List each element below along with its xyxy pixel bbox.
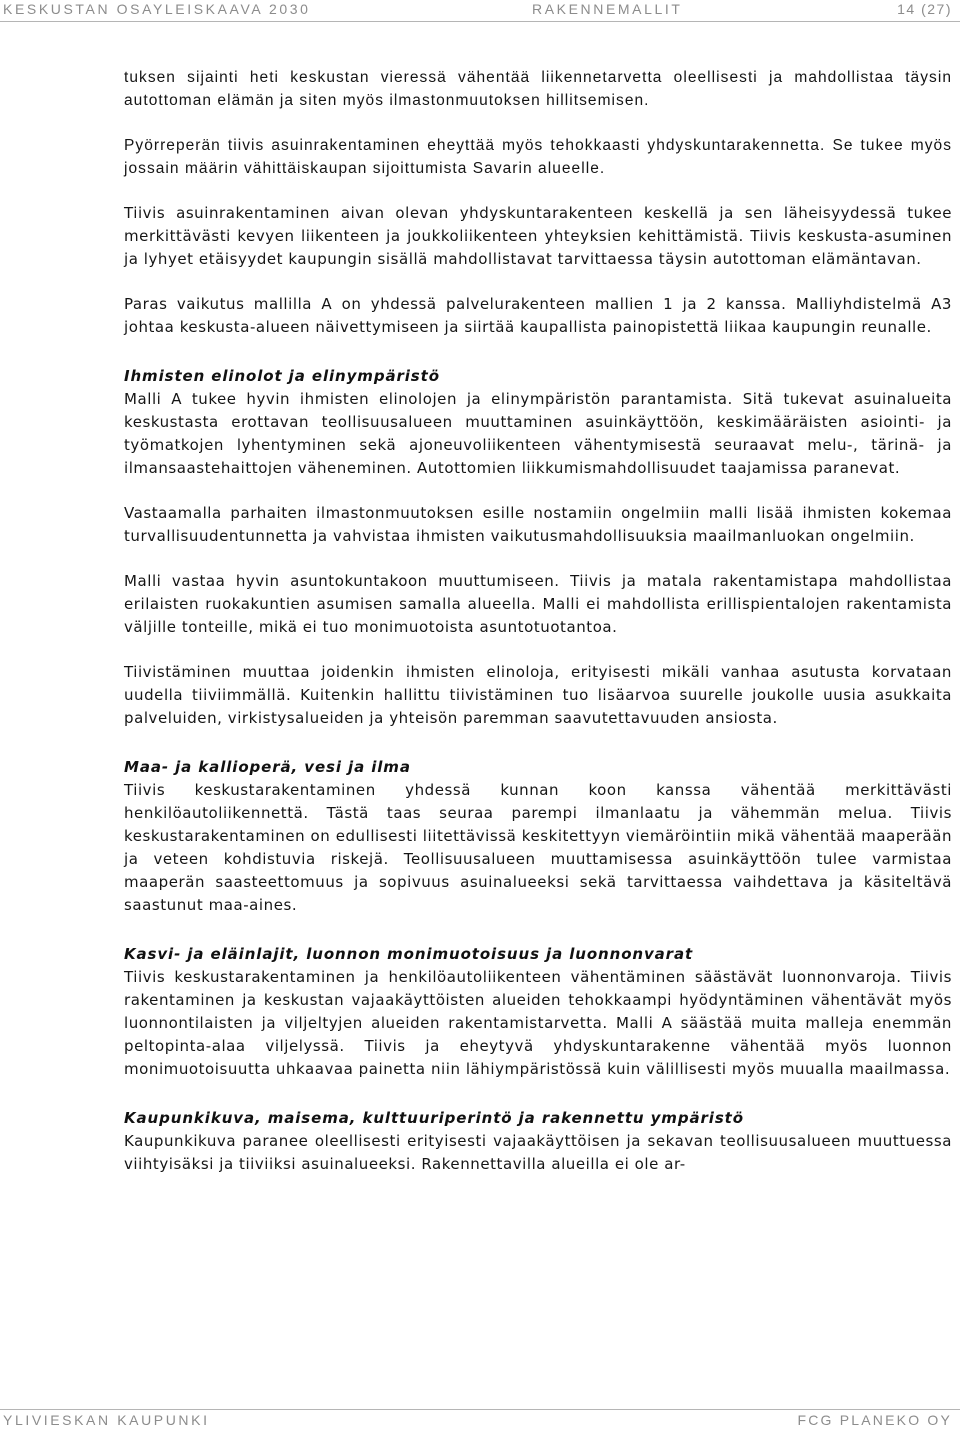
chapter-title: RAKENNEMALLIT	[532, 1, 683, 17]
body-paragraph: Vastaamalla parhaiten ilmastonmuutoksen esille nostamiin ongelmiin malli lisää ihmisten kokemaa turvallisuudentunnetta ja vahvistaa ihmisten vaikutusmahdollisuuksia maailmanluokan ongelmiin.	[124, 504, 952, 545]
document-title: KESKUSTAN OSAYLEISKAAVA 2030	[3, 1, 311, 17]
body-paragraph: Pyörreperän tiivis asuinrakentaminen eheyttää myös tehokkaasti yhdyskuntarakennetta. Se tukee myös jossain määrin vähittäiskaupan sijoittumista Savarin alueelle.	[124, 137, 952, 177]
page-number: 14 (27)	[897, 1, 952, 17]
section-biodiversity	[124, 943, 952, 1081]
body-paragraph: Tiivis keskustarakentaminen yhdessä kunnan koon kanssa vähentää merkittävästi henkilöautoliikennettä. Tästä taas seuraa parempi ilmanlaatu ja vähemmän melua. Tiivis keskustarakentaminen on edullisesti liitettävissä keskitettyyn viemäröintiin mikä vähentää maaperään ja veteen kohdistuvia riskejä. Teollisuusalueen muuttamisessa asuinkäyttöön tulee varmistaa maaperän saasteettomuus ja sopivuus asuinalueeksi sekä tarvittaessa vaihdettava ja käsiteltävä saastunut maa-aines.	[124, 781, 952, 914]
footer-divider	[0, 1409, 960, 1410]
body-paragraph: Tiivis keskustarakentaminen ja henkilöautoliikenteen vähentäminen säästävät luonnonvaroja. Tiivis rakentaminen ja keskustan vajaakäyttöisten alueiden tehokkaampi hyödyntäminen vähentävät myös luonnontilaisten ja viljeltyjen alueiden rakentamistarvetta. Malli A säästää muita malleja enemmän peltopinta-alaa viljelyssä. Tiivis ja eheytyvä yhdyskuntarakenne vähentää myös luonnon monimuotoisuutta uhkaavaa painetta niin lähiympäristössä kuin välillisesti myös muualla maailmassa.	[124, 968, 952, 1078]
footer-organization: YLIVIESKAN KAUPUNKI	[3, 1412, 210, 1428]
section-heading: Kasvi- ja eläinlajit, luonnon monimuotoisuus ja luonnonvarat	[124, 945, 694, 963]
header-divider	[0, 21, 960, 22]
section-townscape	[124, 1107, 952, 1176]
body-paragraph: Malli vastaa hyvin asuntokuntakoon muuttumiseen. Tiivis ja matala rakentamistapa mahdollistaa erilaisten ruokakuntien asumisen samalla alueella. Malli ei mahdollista erillispientalojen rakentamista väljille tonteille, mikä ei tuo monimuotoista asuntotuotantoa.	[124, 572, 952, 636]
section-heading: Kaupunkikuva, maisema, kulttuuriperintö ja rakennettu ympäristö	[124, 1109, 744, 1127]
body-paragraph: tuksen sijainti heti keskustan vieressä vähentää liikennetarvetta oleellisesti ja mahdollistaa täysin autottoman elämän ja siten myös ilmastonmuutoksen hillitsemisen.	[124, 69, 952, 109]
body-paragraph: Tiivistäminen muuttaa joidenkin ihmisten elinoloja, erityisesti mikäli vanhaa asutusta korvataan uudella tiiviimmällä. Kuitenkin hallittu tiivistäminen tuo lisäarvoa suurelle joukolle uusia asukkaita palveluiden, virkistysalueiden ja yhteisön paremman saavutettavuuden ansiosta.	[124, 663, 952, 727]
page-header	[0, 0, 960, 20]
body-paragraph: Tiivis asuinrakentaminen aivan olevan yhdyskuntarakenteen keskellä ja sen läheisyydessä tukee merkittävästi kevyen liikenteen ja joukkoliikenteen yhteyksien kehittämistä. Tiivis keskusta-asuminen ja lyhyet etäisyydet kaupungin sisällä mahdollistavat tarvittaessa täysin autottoman elämäntavan.	[124, 204, 952, 268]
body-paragraph: Kaupunkikuva paranee oleellisesti erityisesti vajaakäyttöisen ja sekavan teollisuusalueen muuttuessa viihtyisäksi ja tiiviiksi asuinalueeksi. Rakennettavilla alueilla ei ole ar-	[124, 1132, 952, 1173]
section-living-conditions	[124, 365, 952, 730]
footer-company: FCG PLANEKO OY	[797, 1412, 952, 1428]
section-heading: Ihmisten elinolot ja elinympäristö	[124, 367, 440, 385]
section-soil-water-air	[124, 756, 952, 917]
page-body	[124, 66, 952, 1198]
page-footer	[0, 1412, 960, 1435]
body-paragraph: Paras vaikutus mallilla A on yhdessä palvelurakenteen mallien 1 ja 2 kanssa. Malliyhdistelmä A3 johtaa keskusta-alueen näivettymiseen ja siirtää kaupallista painopistettä liikaa kaupungin reunalle.	[124, 295, 952, 336]
section-heading: Maa- ja kallioperä, vesi ja ilma	[124, 758, 411, 776]
body-paragraph: Malli A tukee hyvin ihmisten elinolojen ja elinympäristön parantamista. Sitä tukevat asuinalueita keskustasta erottavan teollisuusalueen muuttaminen asuinkäyttöön, keskimääräisten asiointi- ja työmatkojen lyhentyminen sekä ajoneuvoliikenteen vähentymisestä seuraavat melu-, tärinä- ja ilmansaastehaittojen väheneminen. Autottomien liikkumismahdollisuudet taajamissa paranevat.	[124, 390, 952, 477]
